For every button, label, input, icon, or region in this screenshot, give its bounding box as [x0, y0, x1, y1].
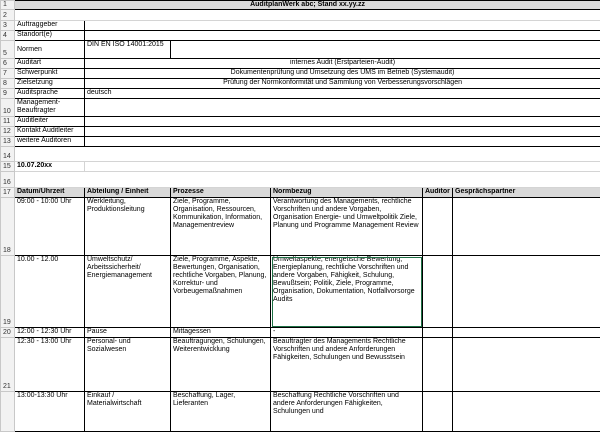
- row-header-5[interactable]: 5: [1, 41, 15, 59]
- empty-cell[interactable]: [15, 172, 600, 188]
- row-header-1[interactable]: 1: [1, 1, 15, 10]
- schedule-process[interactable]: Ziele, Programme, Organisation, Ressourcen, Kommunikation, Information, Managementreview: [171, 198, 271, 256]
- row-header-20[interactable]: 20: [1, 328, 15, 338]
- schedule-auditor[interactable]: [423, 256, 453, 328]
- field-value-kontakt-auditleiter[interactable]: [85, 127, 600, 137]
- field-value-zielsetzung[interactable]: Prüfung der Normkonformität und Sammlung von Verbesserungsvorschlägen: [85, 79, 600, 89]
- field-label-auditleiter[interactable]: Auditleiter: [15, 117, 85, 127]
- field-value-auditart[interactable]: internes Audit (Erstparteien-Audit): [85, 59, 600, 69]
- field-label-normen[interactable]: Normen: [15, 41, 85, 59]
- field-value-weitere-auditoren[interactable]: [85, 137, 600, 147]
- row-header-21[interactable]: 21: [1, 338, 15, 392]
- row-header-4[interactable]: 4: [1, 31, 15, 41]
- schedule-dept[interactable]: Einkauf / Materialwirtschaft: [85, 392, 171, 432]
- row-header-6[interactable]: 6: [1, 59, 15, 69]
- row-header-7[interactable]: 7: [1, 69, 15, 79]
- schedule-norm[interactable]: -: [271, 328, 423, 338]
- schedule-time[interactable]: 12:30 - 13:00 Uhr: [15, 338, 85, 392]
- row-header-19[interactable]: 19: [1, 256, 15, 328]
- field-label-schwerpunkt[interactable]: Schwerpunkt: [15, 69, 85, 79]
- schedule-time[interactable]: 10.00 - 12.00: [15, 256, 85, 328]
- schedule-auditor[interactable]: [423, 198, 453, 256]
- schedule-time[interactable]: 13:00-13:30 Uhr: [15, 392, 85, 432]
- schedule-norm[interactable]: Beauftragter des Managements Rechtliche Vorschriften und andere Anforderungen Fähigkeiten, Schulungen und Bewusstsein: [271, 338, 423, 392]
- schedule-process[interactable]: Beauftragungen, Schulungen, Weiterentwicklung: [171, 338, 271, 392]
- field-label-auftraggeber[interactable]: Auftraggeber: [15, 21, 85, 31]
- schedule-partner[interactable]: [453, 198, 600, 256]
- column-header-normbezug[interactable]: Normbezug: [271, 188, 423, 198]
- schedule-process[interactable]: Mittagessen: [171, 328, 271, 338]
- empty-cell[interactable]: [85, 162, 600, 172]
- field-label-weitere-auditoren[interactable]: weitere Auditoren: [15, 137, 85, 147]
- schedule-norm-selected[interactable]: Umweltaspekte, energetische Bewertung, Energieplanung, rechtliche Vorschriften und andere Vorgaben, Fähigkeit, Schulung, Bewußtsein; Politik, Ziele, Programme, Organisation, Dokumentation, Notfallvorsorge Audits: [271, 256, 423, 328]
- schedule-dept[interactable]: Umweltschutz/ Arbeitssicherheit/ Energiemanagement: [85, 256, 171, 328]
- row-header-13[interactable]: 13: [1, 137, 15, 147]
- empty-cell[interactable]: [171, 41, 600, 59]
- field-value-schwerpunkt[interactable]: Dokumentenprüfung und Umsetzung des UMS im Betrieb (Systemaudit): [85, 69, 600, 79]
- schedule-dept[interactable]: Personal- und Sozialwesen: [85, 338, 171, 392]
- schedule-norm[interactable]: Beschaffung Rechtliche Vorschriften und andere Anforderungen Fähigkeiten, Schulungen und: [271, 392, 423, 432]
- schedule-auditor[interactable]: [423, 338, 453, 392]
- field-value-auditleiter[interactable]: [85, 117, 600, 127]
- field-label-management-beauftragter[interactable]: Management-Beauftragter: [15, 99, 85, 117]
- row-header-16[interactable]: 16: [1, 172, 15, 188]
- row-header-3[interactable]: 3: [1, 21, 15, 31]
- empty-cell[interactable]: [15, 147, 600, 162]
- schedule-partner[interactable]: [453, 256, 600, 328]
- row-header-11[interactable]: 11: [1, 117, 15, 127]
- column-header-prozesse[interactable]: Prozesse: [171, 188, 271, 198]
- column-header-datum[interactable]: Datum/Uhrzeit: [15, 188, 85, 198]
- empty-cell[interactable]: [15, 10, 600, 21]
- schedule-partner[interactable]: [453, 328, 600, 338]
- field-value-standort[interactable]: [85, 31, 600, 41]
- field-value-auditsprache[interactable]: deutsch: [85, 89, 600, 99]
- column-header-abteilung[interactable]: Abteilung / Einheit: [85, 188, 171, 198]
- field-label-auditart[interactable]: Auditart: [15, 59, 85, 69]
- date-cell[interactable]: 10.07.20xx: [15, 162, 85, 172]
- row-header-10[interactable]: 10: [1, 99, 15, 117]
- schedule-auditor[interactable]: [423, 392, 453, 432]
- field-label-kontakt-auditleiter[interactable]: Kontakt Auditleiter: [15, 127, 85, 137]
- row-header-17[interactable]: 17: [1, 188, 15, 198]
- field-label-standort[interactable]: Standort(e): [15, 31, 85, 41]
- field-value-auftraggeber[interactable]: [85, 21, 600, 31]
- field-value-management-beauftragter[interactable]: [85, 99, 600, 117]
- schedule-process[interactable]: Beschaffung, Lager, Lieferanten: [171, 392, 271, 432]
- row-header-2[interactable]: 2: [1, 10, 15, 21]
- schedule-partner[interactable]: [453, 392, 600, 432]
- schedule-dept[interactable]: Pause: [85, 328, 171, 338]
- row-header-18[interactable]: 18: [1, 198, 15, 256]
- schedule-process[interactable]: Ziele, Programme, Aspekte, Bewertungen, Organisation, rechtliche Vorgaben, Planung, Korrektur- und Vorbeugemaßnahmen: [171, 256, 271, 328]
- row-header-14[interactable]: 14: [1, 147, 15, 162]
- schedule-time[interactable]: 12:00 - 12:30 Uhr: [15, 328, 85, 338]
- schedule-dept[interactable]: Werkleitung, Produktionsleitung: [85, 198, 171, 256]
- row-header-12[interactable]: 12: [1, 127, 15, 137]
- row-header-8[interactable]: 8: [1, 79, 15, 89]
- row-header-22[interactable]: [1, 392, 15, 432]
- row-header-15[interactable]: 15: [1, 162, 15, 172]
- column-header-auditor[interactable]: Auditor: [423, 188, 453, 198]
- field-value-normen[interactable]: DIN EN ISO 14001:2015: [85, 41, 171, 59]
- field-label-auditsprache[interactable]: Auditsprache: [15, 89, 85, 99]
- row-header-9[interactable]: 9: [1, 89, 15, 99]
- sheet-title-cell[interactable]: AuditplanWerk abc; Stand xx.yy.zz: [15, 1, 600, 10]
- schedule-norm[interactable]: Verantwortung des Managements, rechtliche Vorschriften und andere Vorgaben, Organisation Energie- und Umweltpolitik Ziele, Planung und Programme Management Review: [271, 198, 423, 256]
- schedule-time[interactable]: 09:00 - 10:00 Uhr: [15, 198, 85, 256]
- schedule-auditor[interactable]: [423, 328, 453, 338]
- field-label-zielsetzung[interactable]: Zielsetzung: [15, 79, 85, 89]
- column-header-gespraechspartner[interactable]: Gesprächspartner: [453, 188, 600, 198]
- schedule-partner[interactable]: [453, 338, 600, 392]
